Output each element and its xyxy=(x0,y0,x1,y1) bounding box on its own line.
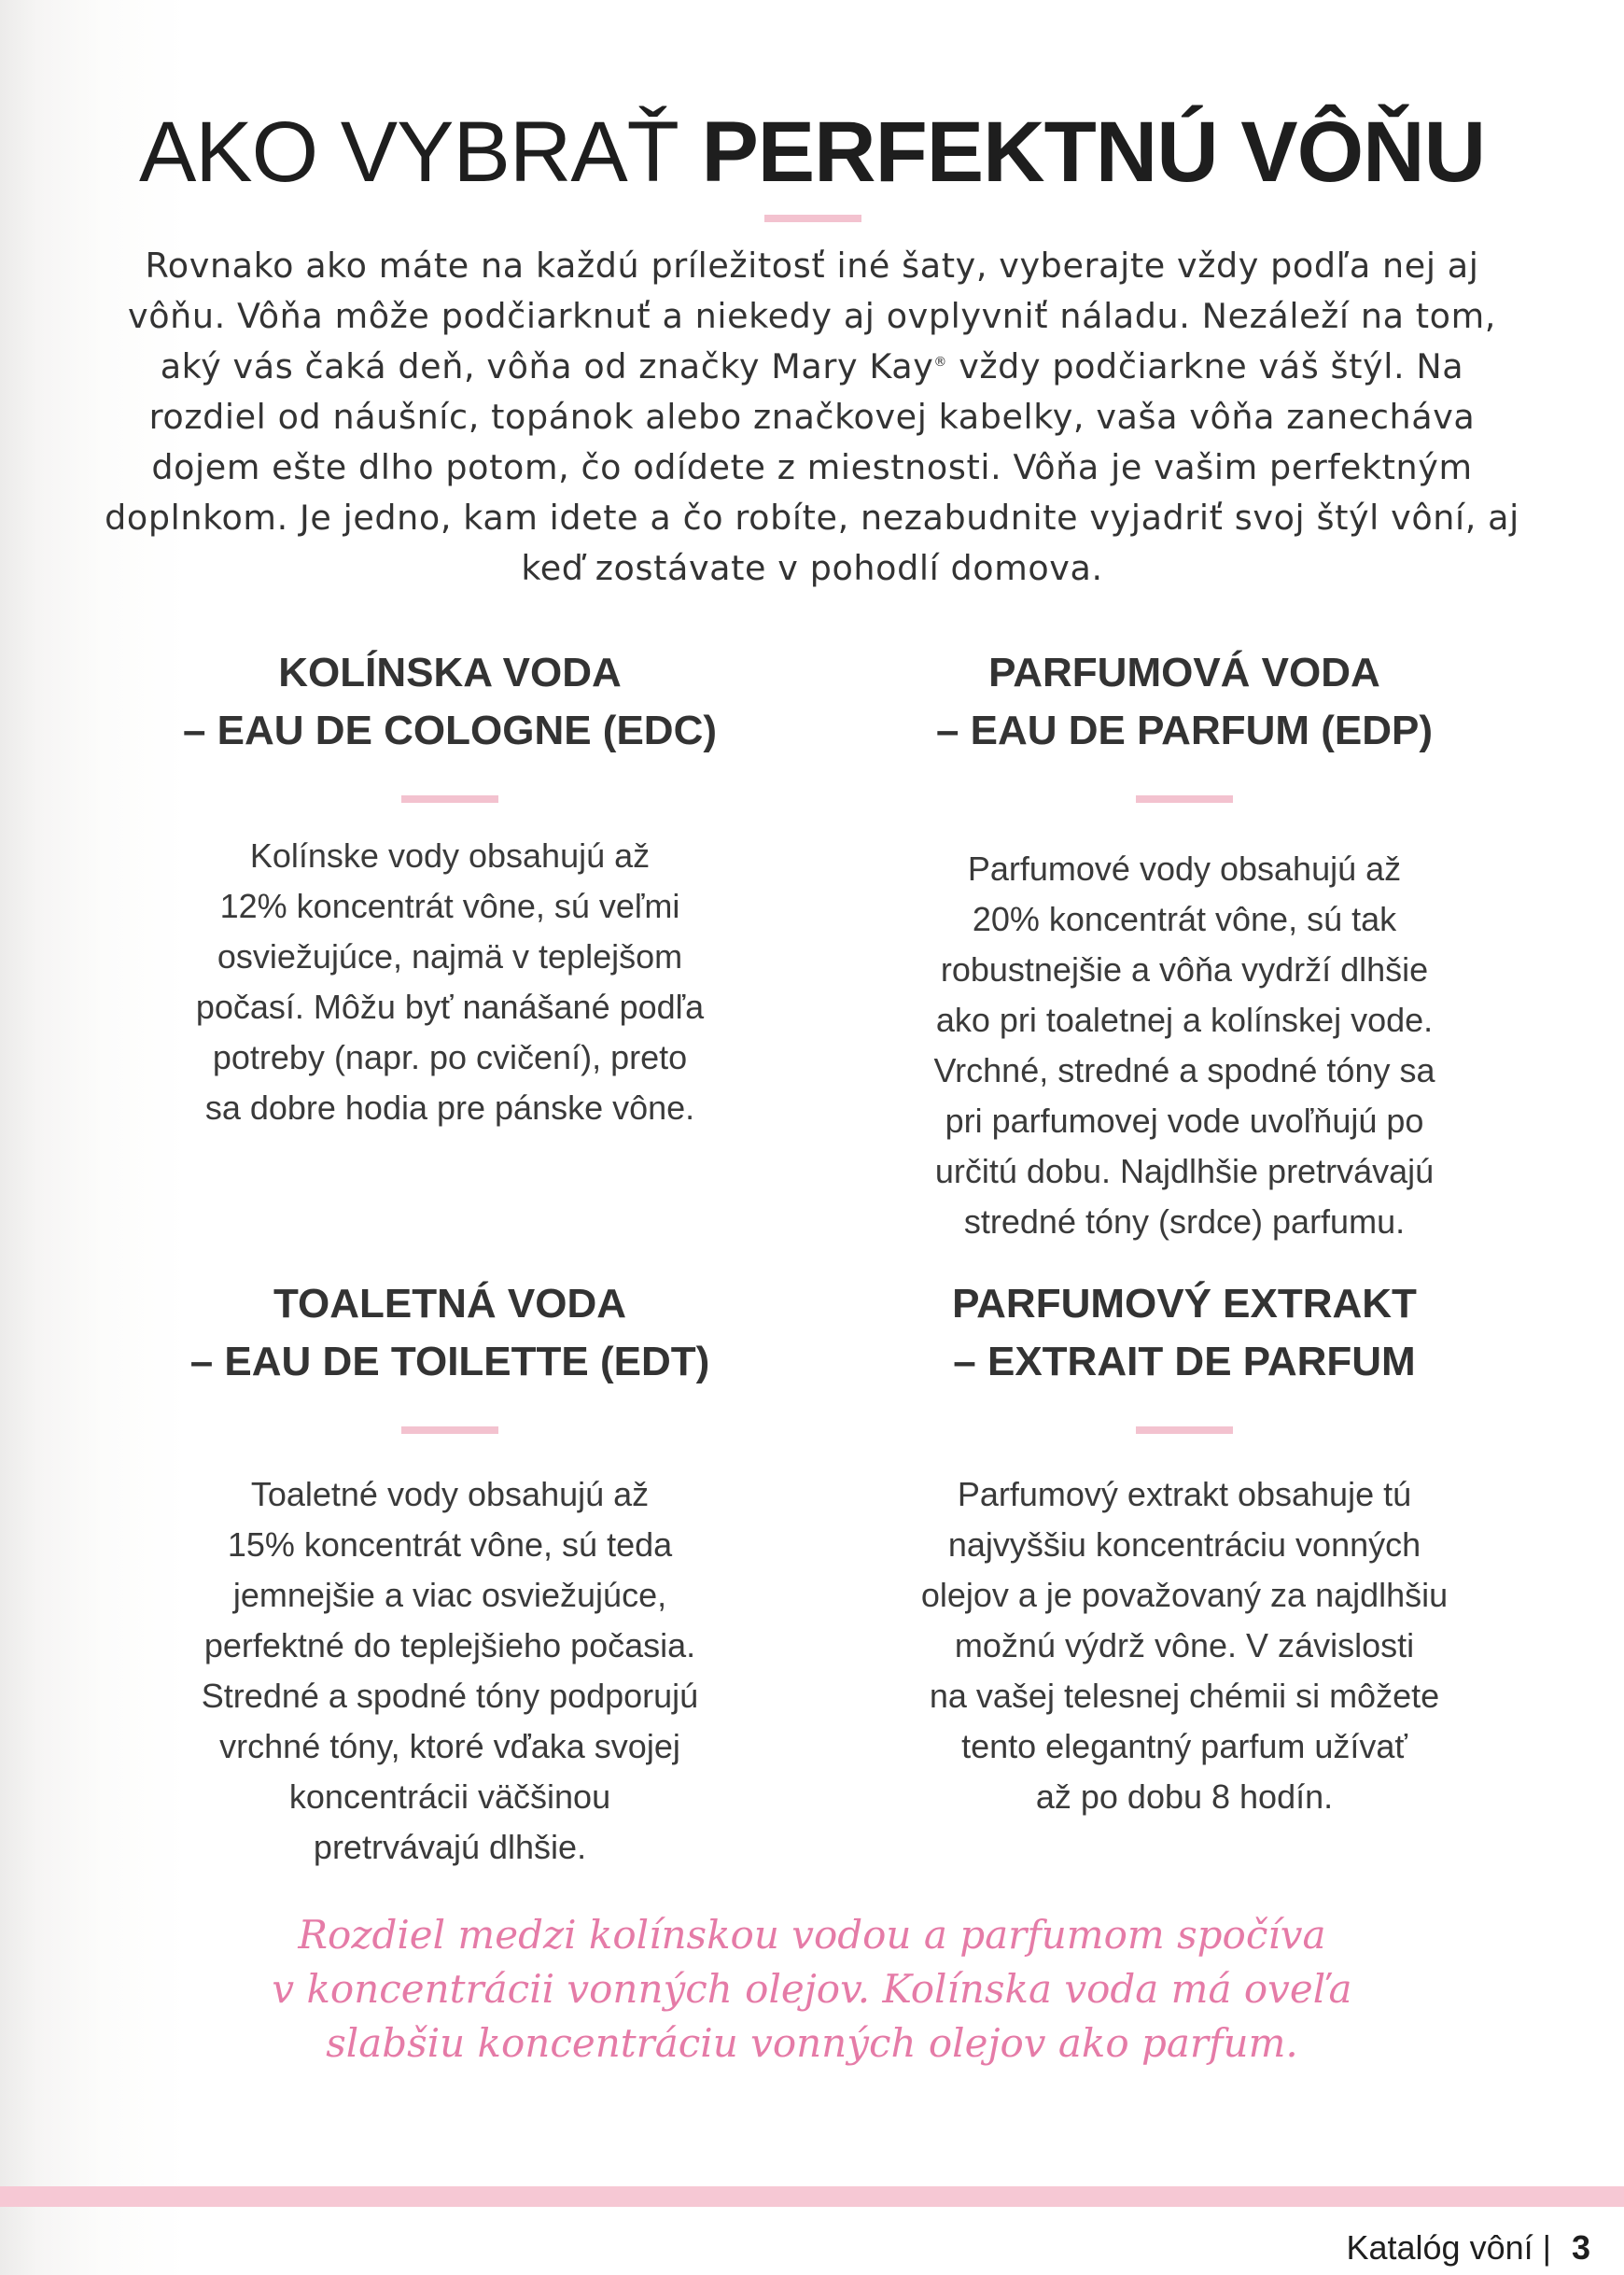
section-edt-divider xyxy=(401,1426,498,1434)
quote-line: v koncentrácii vonných olejov. Kolínska voda má oveľa xyxy=(272,1966,1352,2012)
section-extrait-divider xyxy=(1136,1426,1233,1434)
catalog-label: Katalóg vôní | xyxy=(1346,2228,1551,2267)
section-edp-text xyxy=(848,844,1520,1247)
section-edt-heading-2: – EAU DE TOILETTE (EDT) xyxy=(189,1339,710,1384)
text-line: možnú výdrž vône. V závislosti xyxy=(954,1626,1415,1664)
text-line: pri parfumovej vode uvoľňujú po xyxy=(945,1102,1424,1140)
text-line: 12% koncentrát vône, sú veľmi xyxy=(219,887,680,925)
section-edc-divider xyxy=(401,795,498,803)
section-edc xyxy=(114,644,786,1133)
section-edt xyxy=(114,1275,786,1873)
section-edp xyxy=(848,644,1520,1247)
text-line: 20% koncentrát vône, sú tak xyxy=(972,900,1397,938)
text-line: počasí. Môžu byť nanášané podľa xyxy=(195,988,705,1026)
section-extrait-heading-2: – EXTRAIT DE PARFUM xyxy=(953,1339,1416,1384)
section-extrait-text xyxy=(848,1469,1520,1822)
title-bold: PERFEKTNÚ VÔŇU xyxy=(701,105,1486,200)
registered-mark: ® xyxy=(933,354,948,370)
text-line: 15% koncentrát vône, sú teda xyxy=(227,1525,673,1564)
page-number: 3 xyxy=(1571,2228,1590,2267)
text-line: určitú dobu. Najdlhšie pretrvávajú xyxy=(934,1152,1435,1190)
section-edp-heading-1: PARFUMOVÁ VODA xyxy=(988,650,1380,695)
text-line: ako pri toaletnej a kolínskej vode. xyxy=(935,1001,1434,1039)
text-line: osviežujúce, najmä v teplejšom xyxy=(217,937,683,976)
text-line: tento elegantný parfum užívať xyxy=(961,1727,1407,1765)
quote-line: slabšiu koncentráciu vonných olejov ako parfum. xyxy=(326,2020,1298,2066)
text-line: sa dobre hodia pre pánske vône. xyxy=(204,1088,695,1127)
text-line: Kolínske vody obsahujú až xyxy=(249,836,651,875)
section-extrait-heading-1: PARFUMOVÝ EXTRAKT xyxy=(952,1281,1417,1327)
section-edp-divider xyxy=(1136,795,1233,803)
footer-bar xyxy=(0,2186,1624,2207)
text-line: olejov a je považovaný za najdlhšiu xyxy=(920,1576,1449,1614)
text-line: potreby (napr. po cvičení), preto xyxy=(212,1038,688,1076)
quote-line: Rozdiel medzi kolínskou vodou a parfumom spočíva xyxy=(298,1912,1326,1958)
text-line: Parfumové vody obsahujú až xyxy=(967,850,1402,888)
page-footer xyxy=(1346,2227,1590,2268)
intro-paragraph xyxy=(103,241,1521,594)
text-line: pretrvávajú dlhšie. xyxy=(313,1828,587,1866)
section-edc-heading-2: – EAU DE COLOGNE (EDC) xyxy=(182,708,718,753)
section-edc-heading-1: KOLÍNSKA VODA xyxy=(278,650,622,695)
section-edp-heading-2: – EAU DE PARFUM (EDP) xyxy=(935,708,1434,753)
text-line: Vrchné, stredné a spodné tóny sa xyxy=(933,1051,1435,1089)
text-line: Parfumový extrakt obsahuje tú xyxy=(957,1475,1412,1513)
text-line: až po dobu 8 hodín. xyxy=(1035,1777,1334,1816)
intro-text-end: vždy podčiarkne váš štýl. Na rozdiel od náušníc, topánok alebo značkovej kabelky, vaša vôňa zanecháva dojem ešte dlho potom, čo odídete z miestnosti. Vôňa je vašim perfektným doplnkom. Je jedno, kam idete a čo robíte, nezabudnite vyjadriť svoj štýl vôní, aj keď zostávate v pohodlí domova. xyxy=(105,346,1519,588)
section-edc-text xyxy=(114,831,786,1133)
text-line: vrchné tóny, ktoré vďaka svojej xyxy=(219,1727,680,1765)
text-line: najvyššiu koncentráciu vonných xyxy=(947,1525,1421,1564)
page-title xyxy=(0,101,1624,204)
text-line: robustnejšie a vôňa vydrží dlhšie xyxy=(940,950,1429,989)
section-edt-text xyxy=(114,1469,786,1873)
title-light: AKO VYBRAŤ xyxy=(138,105,679,200)
text-line: perfektné do teplejšieho počasia. xyxy=(203,1626,696,1664)
text-line: koncentrácii väčšinou xyxy=(288,1777,611,1816)
text-line: Stredné a spodné tóny podporujú xyxy=(201,1677,699,1715)
text-line: na vašej telesnej chémii si môžete xyxy=(929,1677,1440,1715)
intro-text-start: Rovnako ako máte na každú príležitosť iné šaty, vyberajte vždy podľa nej aj vôňu. Vôňa môže podčiarknuť a niekedy aj ovplyvniť náladu. Nezáleží na tom, aký vás čaká deň, vôňa od značky Mary Kay xyxy=(128,246,1496,386)
text-line: jemnejšie a viac osviežujúce, xyxy=(232,1576,667,1614)
section-edt-heading-1: TOALETNÁ VODA xyxy=(273,1281,627,1327)
section-extrait xyxy=(848,1275,1520,1822)
pull-quote xyxy=(131,1908,1493,2071)
text-line: stredné tóny (srdce) parfumu. xyxy=(963,1202,1406,1241)
text-line: Toaletné vody obsahujú až xyxy=(250,1475,650,1513)
title-divider xyxy=(764,215,861,222)
